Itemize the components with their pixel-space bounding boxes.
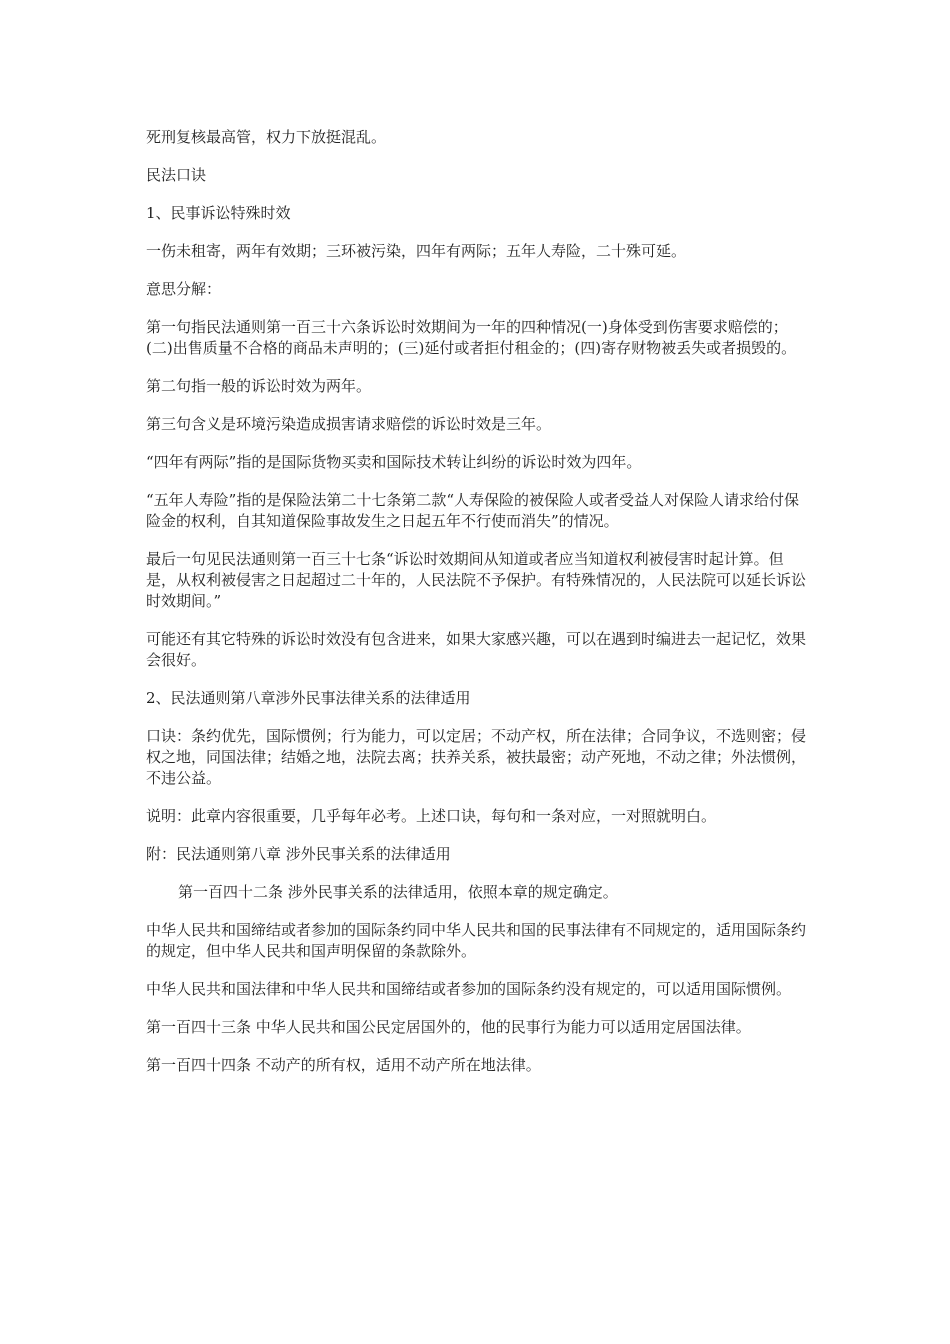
paragraph-death-penalty-review: 死刑复核最高管，权力下放挺混乱。	[146, 128, 387, 146]
paragraph-article-144: 第一百四十四条 不动产的所有权，适用不动产所在地法律。	[146, 1056, 541, 1074]
paragraph-four-years-explanation: “四年有两际”指的是国际货物买卖和国际技术转让纠纷的诉讼时效为四年。	[146, 453, 642, 471]
heading-section-1: 1、民事诉讼特殊时效	[146, 204, 291, 222]
paragraph-five-years-explanation: “五年人寿险”指的是保险法第二十七条第二款“人寿保险的被保险人或者受益人对保险人请求给付保险金的权利，自其知道保险事故发生之日起五年不行使而消失”的情况。	[146, 491, 800, 530]
paragraph-international-practice: 中华人民共和国法律和中华人民共和国缔结或者参加的国际条约没有规定的，可以适用国际惯例。	[146, 980, 792, 998]
paragraph-third-line-explanation: 第三句含义是环境污染造成损害请求赔偿的诉讼时效是三年。	[146, 415, 552, 433]
paragraph-first-line-explanation: 第一句指民法通则第一百三十六条诉讼时效期间为一年的四种情况(一)身体受到伤害要求赔偿的；(二)出售质量不合格的商品未声明的；(三)延付或者拒付租金的；(四)寄存财物被丢失或者损毁的。	[146, 318, 797, 357]
paragraph-mnemonic-chapter-8: 口诀：条约优先，国际惯例；行为能力，可以定居；不动产权，所在法律；合同争议，不选则密；侵权之地，同国法律；结婚之地，法院去离；扶养关系，被扶最密；动产死地，不动之律；外法惯例，不违公益。	[146, 727, 807, 787]
paragraph-treaty-priority: 中华人民共和国缔结或者参加的国际条约同中华人民共和国的民事法律有不同规定的，适用国际条约的规定，但中华人民共和国声明保留的条款除外。	[146, 921, 807, 960]
document-body	[146, 127, 810, 1093]
heading-section-2: 2、民法通则第八章涉外民事法律关系的法律适用	[146, 689, 471, 707]
paragraph-last-line-explanation: 最后一句见民法通则第一百三十七条“诉讼时效期间从知道或者应当知道权利被侵害时起计算。但是，从权利被侵害之日起超过二十年的，人民法院不予保护。有特殊情况的，人民法院可以延长诉讼时效期间。”	[146, 550, 807, 610]
paragraph-article-142: 第一百四十二条 涉外民事关系的法律适用，依照本章的规定确定。	[178, 883, 618, 901]
paragraph-meaning-label: 意思分解：	[146, 280, 222, 298]
paragraph-article-143: 第一百四十三条 中华人民共和国公民定居国外的，他的民事行为能力可以适用定居国法律。	[146, 1018, 751, 1036]
paragraph-appendix-title: 附：民法通则第八章 涉外民事关系的法律适用	[146, 845, 451, 863]
heading-civil-law-mnemonics: 民法口诀	[146, 166, 207, 184]
paragraph-explanation-note: 说明：此章内容很重要，几乎每年必考。上述口诀，每句和一条对应，一对照就明白。	[146, 807, 717, 825]
paragraph-mnemonic-verse: 一伤未租寄，两年有效期；三环被污染，四年有两际；五年人寿险，二十殊可延。	[146, 242, 687, 260]
paragraph-other-limitations-note: 可能还有其它特殊的诉讼时效没有包含进来，如果大家感兴趣，可以在遇到时编进去一起记忆，效果会很好。	[146, 630, 807, 669]
paragraph-second-line-explanation: 第二句指一般的诉讼时效为两年。	[146, 377, 372, 395]
